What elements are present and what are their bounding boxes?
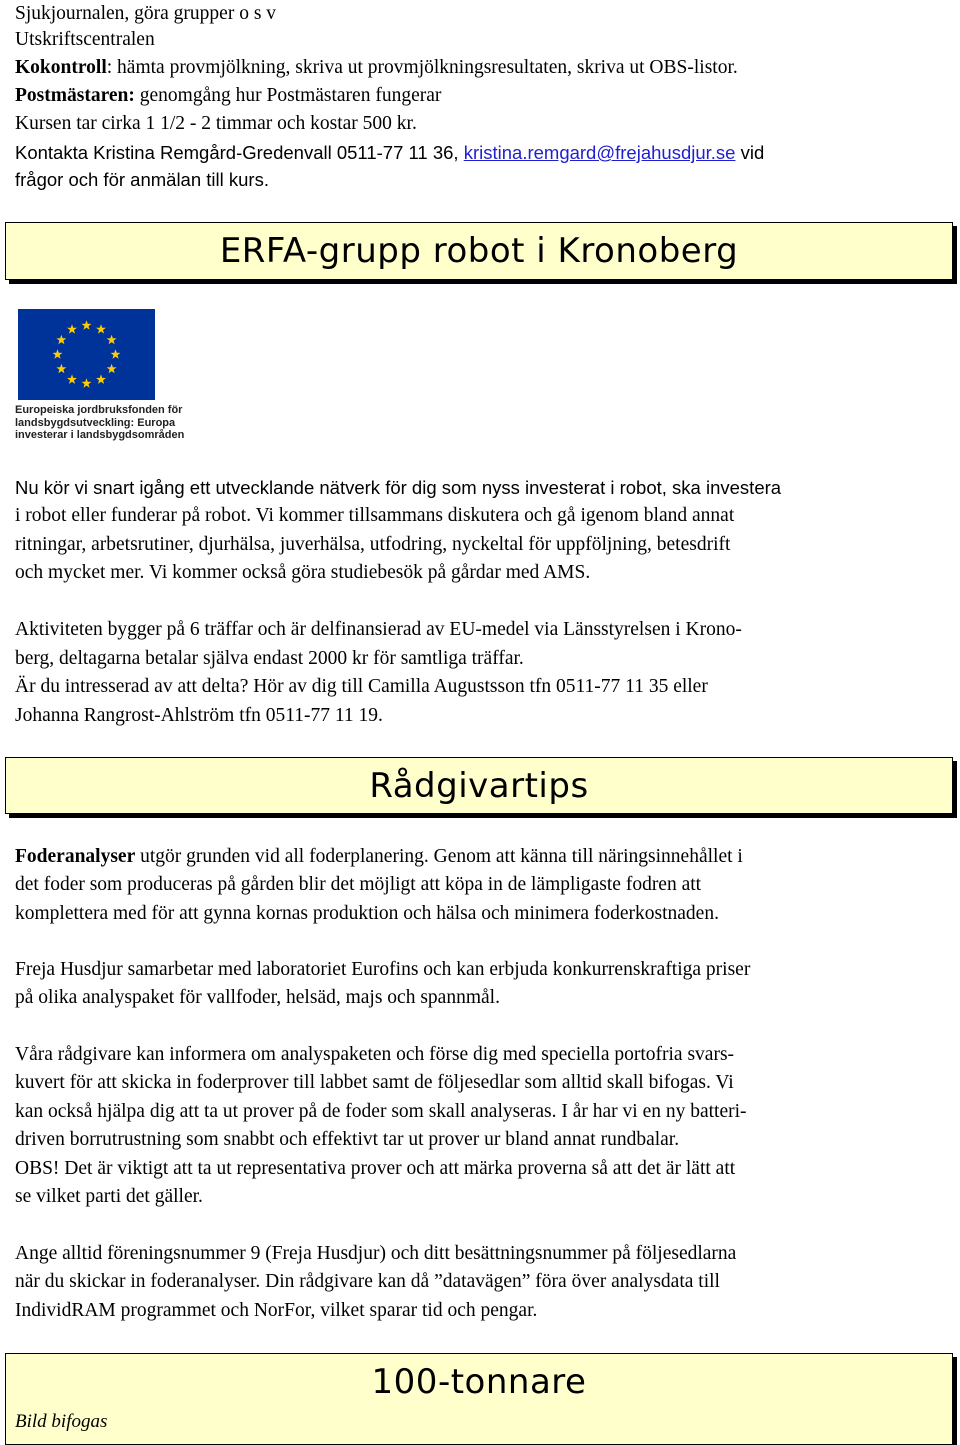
eu-caption-line: Europeiska jordbruksfonden för	[15, 404, 183, 416]
radgivartips-title: Rådgivartips	[369, 766, 589, 806]
eu-star-icon	[53, 349, 63, 358]
eu-star-icon	[82, 378, 92, 387]
radgivartips-paragraph-3	[15, 1041, 945, 1211]
header-line-2: Utskriftscentralen	[15, 29, 155, 50]
contact-suffix: vid	[735, 142, 765, 163]
text-line: det foder som produceras på gården blir det möjligt att köpa in de lämpligaste fodren att	[15, 874, 702, 896]
eu-star-icon	[56, 364, 66, 373]
eu-star-icon	[96, 374, 106, 383]
text-line: berg, deltagarna betalar själva endast 2000 kr för samtliga träffar.	[15, 647, 524, 669]
eu-caption	[15, 404, 184, 442]
erfa-paragraph-1-cont	[15, 502, 945, 588]
text-line: Våra rådgivare kan informera om analyspaketen och förse dig med speciella portofria svars-	[15, 1044, 735, 1065]
eu-star-icon	[107, 335, 117, 344]
image-caption: Bild bifogas	[15, 1411, 108, 1432]
text-line: Nu kör vi snart igång ett utvecklande nätverk för dig som nyss investerat i robot, ska investera	[15, 477, 782, 498]
postmastaren-label: Postmästaren:	[15, 85, 135, 106]
postmastaren-text: genomgång hur Postmästaren fungerar	[134, 85, 442, 106]
contact-line	[15, 139, 764, 167]
text-line: kuvert för att skicka in foderprover till labbet samt de följesedlar som alltid skall bifogas. Vi	[15, 1072, 734, 1094]
eu-star-icon	[107, 364, 117, 373]
kokontroll-text: : hämta provmjölkning, skriva ut provmjölkningsresultaten, skriva ut OBS-listor.	[106, 57, 738, 78]
eu-star-icon	[82, 320, 92, 329]
eu-stars-icon	[18, 309, 155, 400]
kokontroll-label: Kokontroll	[15, 57, 107, 78]
text-line-rest: utgör grunden vid all foderplanering. Genom att känna till näringsinnehållet i	[135, 846, 743, 867]
text-line: kan också hjälpa dig att ta ut prover på de foder som skall analyseras. I år har vi en ny batteri-	[15, 1100, 747, 1122]
text-line: på olika analyspaket för vallfoder, helsäd, majs och spannmål.	[15, 987, 500, 1009]
eu-star-icon	[96, 324, 106, 333]
erfa-paragraph-1	[15, 474, 945, 503]
radgivartips-paragraph-1	[15, 843, 945, 928]
text-line: Johanna Rangrost-Ahlström tfn 0511-77 11 19.	[15, 704, 383, 726]
text-line	[15, 843, 945, 871]
erfa-banner	[5, 222, 953, 280]
postmastaren-line	[15, 82, 441, 110]
contact-text: Kontakta Kristina Remgård-Gredenvall 0511-77 11 36,	[15, 142, 464, 163]
text-line: Ange alltid föreningsnummer 9 (Freja Husdjur) och ditt besättningsnummer på följesedlarna	[15, 1243, 737, 1264]
text-line: Aktiviteten bygger på 6 träffar och är delfinansierad av EU-medel via Länsstyrelsen i Krono-	[15, 619, 742, 640]
text-line: i robot eller funderar på robot. Vi kommer tillsammans diskutera och gå igenom bland annat	[15, 505, 735, 526]
tonnare-title: 100-tonnare	[371, 1362, 587, 1402]
kokontroll-line	[15, 54, 738, 82]
tonnare-banner	[5, 1353, 953, 1445]
text-line: när du skickar in foderanalyser. Din rådgivare kan då ”datavägen” föra över analysdata till	[15, 1271, 720, 1293]
text-line: och mycket mer. Vi kommer också göra studiebesök på gårdar med AMS.	[15, 562, 591, 583]
eu-star-icon	[56, 335, 66, 344]
radgivartips-paragraph-4	[15, 1240, 945, 1325]
eu-star-icon	[67, 324, 77, 333]
contact-line-2: frågor och för anmälan till kurs.	[15, 169, 269, 190]
erfa-title: ERFA-grupp robot i Kronoberg	[219, 231, 739, 271]
eu-caption-line: investerar i landsbygdsområden	[15, 429, 185, 441]
text-line: Freja Husdjur samarbetar med laboratoriet Eurofins och kan erbjuda konkurrenskraftiga priser	[15, 959, 751, 980]
foderanalyser-label: Foderanalyser	[15, 846, 136, 867]
radgivartips-paragraph-2	[15, 956, 945, 1013]
text-line: IndividRAM programmet och NorFor, vilket sparar tid och pengar.	[15, 1299, 538, 1321]
header-line-1: Sjukjournalen, göra grupper o s v	[15, 3, 277, 24]
text-line: komplettera med för att gynna kornas produktion och hälsa och minimera foderkostnaden.	[15, 902, 719, 924]
course-info: Kursen tar cirka 1 1/2 - 2 timmar och kostar 500 kr.	[15, 113, 417, 134]
radgivartips-banner	[5, 757, 953, 814]
eu-star-icon	[111, 349, 121, 358]
eu-flag-logo	[18, 309, 155, 400]
contact-email-link[interactable]: kristina.remgard@frejahusdjur.se	[463, 142, 736, 163]
text-line: driven borrutrustning som snabbt och effektivt tar ut prover ur bland annat rundbalar.	[15, 1129, 680, 1151]
erfa-paragraph-2	[15, 616, 945, 730]
text-line: OBS! Det är viktigt att ta ut representativa prover och att märka proverna så att det är lätt att	[15, 1157, 736, 1179]
text-line: se vilket parti det gäller.	[15, 1186, 203, 1208]
eu-caption-line: landsbygdsutveckling: Europa	[15, 416, 176, 429]
text-line: ritningar, arbetsrutiner, djurhälsa, juverhälsa, utfodring, nyckeltal för uppföljning, betesdrift	[15, 533, 731, 555]
text-line: Är du intresserad av att delta? Hör av dig till Camilla Augustsson tfn 0511-77 11 35 eller	[15, 676, 708, 697]
eu-star-icon	[67, 374, 77, 383]
